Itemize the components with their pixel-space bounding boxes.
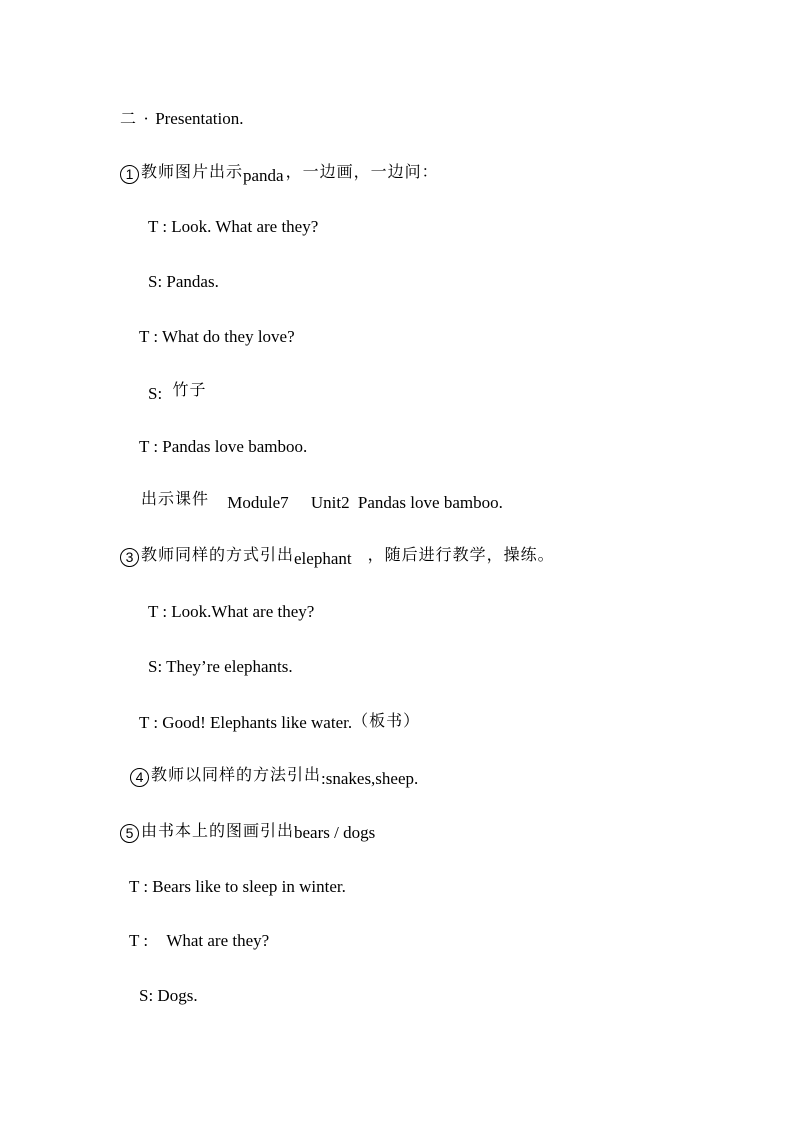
step-4 [130, 764, 418, 787]
step-1-instruction: 教师图片出示 [141, 162, 244, 181]
step-4-keyword: :snakes,sheep. [321, 769, 419, 788]
step-1 [120, 161, 439, 184]
lesson-title: Pandas love bamboo. [357, 493, 503, 512]
dialog-line-4 [148, 379, 206, 401]
step-3-tail: ，随后进行教学，操练。 [367, 545, 555, 564]
module-label: Module7 [227, 493, 289, 512]
step-3 [120, 544, 555, 567]
dialog-line-7: T : Look.What are they? [148, 602, 315, 621]
step-3-marker: 3 [120, 548, 139, 567]
dialog-line-3: T : What do they love? [139, 327, 295, 346]
heading-title: Presentation. [155, 109, 244, 128]
step-1-tail: ，一边画，一边问： [285, 162, 439, 181]
courseware-line [141, 488, 503, 510]
speaker-student: S: [148, 384, 163, 403]
step-3-keyword: elephant [294, 549, 352, 568]
step-1-marker: 1 [120, 165, 139, 184]
step-3-instruction: 教师同样的方式引出 [141, 545, 295, 564]
dialog-line-9-text: T : Good! Elephants like water. [139, 713, 353, 732]
step-5 [120, 820, 375, 843]
heading-number: 二 [120, 109, 138, 128]
dialog-line-1: T : Look. What are they? [148, 217, 319, 236]
dialog-line-12: S: Dogs. [139, 986, 198, 1005]
step-4-instruction: 教师以同样的方法引出 [151, 765, 322, 784]
step-5-instruction: 由书本上的图画引出 [141, 821, 295, 840]
section-heading [120, 108, 243, 130]
dialog-line-10: T : Bears like to sleep in winter. [129, 877, 346, 896]
dialog-line-2: S: Pandas. [148, 272, 219, 291]
step-4-marker: 4 [130, 768, 149, 787]
unit-label: Unit2 [310, 493, 350, 512]
courseware-label: 出示课件 [141, 489, 210, 508]
dialog-line-9 [139, 710, 420, 732]
heading-separator: · [143, 109, 149, 128]
step-1-keyword: panda [243, 166, 284, 185]
answer-bamboo-cn: 竹子 [172, 380, 207, 399]
step-5-keyword: bears / dogs [294, 823, 376, 842]
dialog-line-11-text: What are they? [166, 931, 270, 950]
board-note: （板书） [352, 711, 421, 730]
dialog-line-8: S: They’re elephants. [148, 657, 293, 676]
dialog-line-5: T : Pandas love bamboo. [139, 437, 308, 456]
step-5-marker: 5 [120, 824, 139, 843]
dialog-line-11 [129, 930, 269, 952]
speaker-teacher: T : [129, 931, 149, 950]
